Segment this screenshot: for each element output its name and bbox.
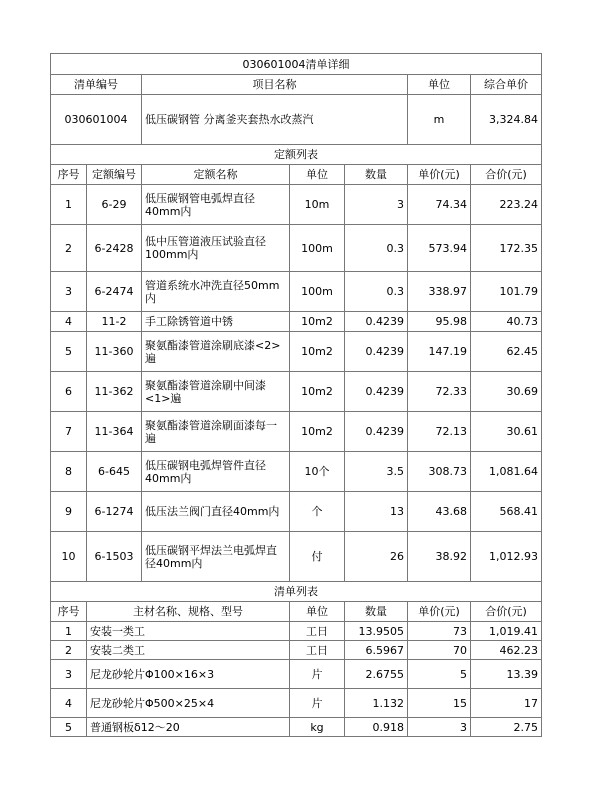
material-quantity: 0.918 [345,718,408,737]
quota-code: 6-1503 [87,532,142,582]
material-name: 尼龙砂轮片Φ100×16×3 [87,660,290,689]
material-total: 462.23 [471,641,542,660]
quota-code: 6-645 [87,452,142,492]
quota-index: 7 [51,412,87,452]
quota-quantity: 0.4239 [345,332,408,372]
quota-total: 62.45 [471,332,542,372]
item-header-row [51,75,542,95]
material-header-name: 主材名称、规格、型号 [87,602,290,622]
material-index: 1 [51,622,87,641]
material-quantity: 6.5967 [345,641,408,660]
quota-total: 1,012.93 [471,532,542,582]
quota-unit: 10m2 [290,372,345,412]
quota-quantity: 0.3 [345,225,408,272]
bill-detail-table [50,53,542,737]
material-row [51,689,542,718]
quota-header-total: 合价(元) [471,165,542,185]
quota-name: 手工除锈管道中锈 [142,312,290,332]
quota-unit: 个 [290,492,345,532]
quota-header-unit-price: 单价(元) [408,165,471,185]
quota-header-code: 定额编号 [87,165,142,185]
quota-unit-price: 38.92 [408,532,471,582]
material-total: 13.39 [471,660,542,689]
item-row [51,95,542,145]
material-section-title: 清单列表 [51,582,542,602]
quota-index: 2 [51,225,87,272]
quota-section-title-row [51,145,542,165]
item-code: 030601004 [51,95,142,145]
material-total: 1,019.41 [471,622,542,641]
quota-row [51,492,542,532]
quota-quantity: 0.4239 [345,372,408,412]
quota-unit-price: 72.13 [408,412,471,452]
material-unit-price: 70 [408,641,471,660]
quota-total: 30.61 [471,412,542,452]
quota-unit: 100m [290,272,345,312]
quota-code: 6-29 [87,185,142,225]
quota-total: 223.24 [471,185,542,225]
quota-unit: 10m2 [290,312,345,332]
quota-unit: 10m2 [290,332,345,372]
quota-row [51,272,542,312]
material-row [51,718,542,737]
material-unit: 工日 [290,641,345,660]
quota-header-name: 定额名称 [142,165,290,185]
quota-unit-price: 308.73 [408,452,471,492]
quota-unit-price: 74.34 [408,185,471,225]
material-unit: 工日 [290,622,345,641]
quota-name: 聚氨酯漆管道涂刷中间漆<1>遍 [142,372,290,412]
material-header-unit-price: 单价(元) [408,602,471,622]
quota-name: 低中压管道液压试验直径100mm内 [142,225,290,272]
quota-name: 聚氨酯漆管道涂刷面漆每一遍 [142,412,290,452]
item-price: 3,324.84 [471,95,542,145]
quota-total: 40.73 [471,312,542,332]
material-quantity: 2.6755 [345,660,408,689]
quota-code: 11-2 [87,312,142,332]
price-header: 综合单价 [471,75,542,95]
material-header-quantity: 数量 [345,602,408,622]
quota-code: 6-2474 [87,272,142,312]
quota-row [51,225,542,272]
quota-unit: 付 [290,532,345,582]
quota-index: 4 [51,312,87,332]
material-unit-price: 73 [408,622,471,641]
quota-quantity: 0.3 [345,272,408,312]
material-quantity: 1.132 [345,689,408,718]
material-index: 4 [51,689,87,718]
item-name: 低压碳钢管 分离釜夹套热水改蒸汽 [142,95,408,145]
quota-row [51,312,542,332]
quota-quantity: 0.4239 [345,412,408,452]
material-header-unit: 单位 [290,602,345,622]
quota-index: 10 [51,532,87,582]
quota-section-title: 定额列表 [51,145,542,165]
quota-unit-price: 573.94 [408,225,471,272]
material-index: 3 [51,660,87,689]
quota-index: 5 [51,332,87,372]
table-title: 030601004清单详细 [51,54,542,75]
material-index: 2 [51,641,87,660]
material-row [51,660,542,689]
quota-row [51,185,542,225]
material-name: 安装二类工 [87,641,290,660]
material-total: 2.75 [471,718,542,737]
material-quantity: 13.9505 [345,622,408,641]
material-unit: kg [290,718,345,737]
quota-total: 30.69 [471,372,542,412]
quota-row [51,332,542,372]
quota-unit: 10m2 [290,412,345,452]
quota-quantity: 26 [345,532,408,582]
name-header: 项目名称 [142,75,408,95]
quota-index: 3 [51,272,87,312]
quota-quantity: 13 [345,492,408,532]
material-header-total: 合价(元) [471,602,542,622]
quota-header-unit: 单位 [290,165,345,185]
quota-code: 6-2428 [87,225,142,272]
material-section-title-row [51,582,542,602]
quota-row [51,452,542,492]
table-title-row [51,54,542,75]
quota-code: 6-1274 [87,492,142,532]
material-row [51,622,542,641]
quota-quantity: 0.4239 [345,312,408,332]
quota-index: 6 [51,372,87,412]
material-total: 17 [471,689,542,718]
quota-unit-price: 95.98 [408,312,471,332]
quota-unit: 10m [290,185,345,225]
quota-index: 1 [51,185,87,225]
unit-header: 单位 [408,75,471,95]
quota-total: 172.35 [471,225,542,272]
material-name: 普通钢板δ12～20 [87,718,290,737]
quota-code: 11-362 [87,372,142,412]
code-header: 清单编号 [51,75,142,95]
material-unit: 片 [290,660,345,689]
quota-row [51,412,542,452]
quota-header-quantity: 数量 [345,165,408,185]
quota-total: 1,081.64 [471,452,542,492]
material-index: 5 [51,718,87,737]
material-header-index: 序号 [51,602,87,622]
quota-total: 101.79 [471,272,542,312]
quota-row [51,532,542,582]
quota-unit-price: 338.97 [408,272,471,312]
quota-header-index: 序号 [51,165,87,185]
quota-index: 9 [51,492,87,532]
quota-name: 管道系统水冲洗直径50mm内 [142,272,290,312]
quota-name: 聚氨酯漆管道涂刷底漆<2>遍 [142,332,290,372]
quota-code: 11-364 [87,412,142,452]
quota-name: 低压碳钢电弧焊管件直径40mm内 [142,452,290,492]
quota-quantity: 3.5 [345,452,408,492]
material-unit-price: 15 [408,689,471,718]
quota-unit-price: 147.19 [408,332,471,372]
quota-unit-price: 72.33 [408,372,471,412]
quota-row [51,372,542,412]
material-header-row [51,602,542,622]
material-row [51,641,542,660]
material-unit: 片 [290,689,345,718]
material-unit-price: 3 [408,718,471,737]
quota-name: 低压碳钢管电弧焊直径40mm内 [142,185,290,225]
quota-unit: 10个 [290,452,345,492]
material-name: 尼龙砂轮片Φ500×25×4 [87,689,290,718]
quota-unit: 100m [290,225,345,272]
material-unit-price: 5 [408,660,471,689]
quota-code: 11-360 [87,332,142,372]
item-unit: m [408,95,471,145]
quota-header-row [51,165,542,185]
quota-name: 低压法兰阀门直径40mm内 [142,492,290,532]
material-name: 安装一类工 [87,622,290,641]
quota-unit-price: 43.68 [408,492,471,532]
quota-index: 8 [51,452,87,492]
quota-total: 568.41 [471,492,542,532]
quota-quantity: 3 [345,185,408,225]
quota-name: 低压碳钢平焊法兰电弧焊直径40mm内 [142,532,290,582]
